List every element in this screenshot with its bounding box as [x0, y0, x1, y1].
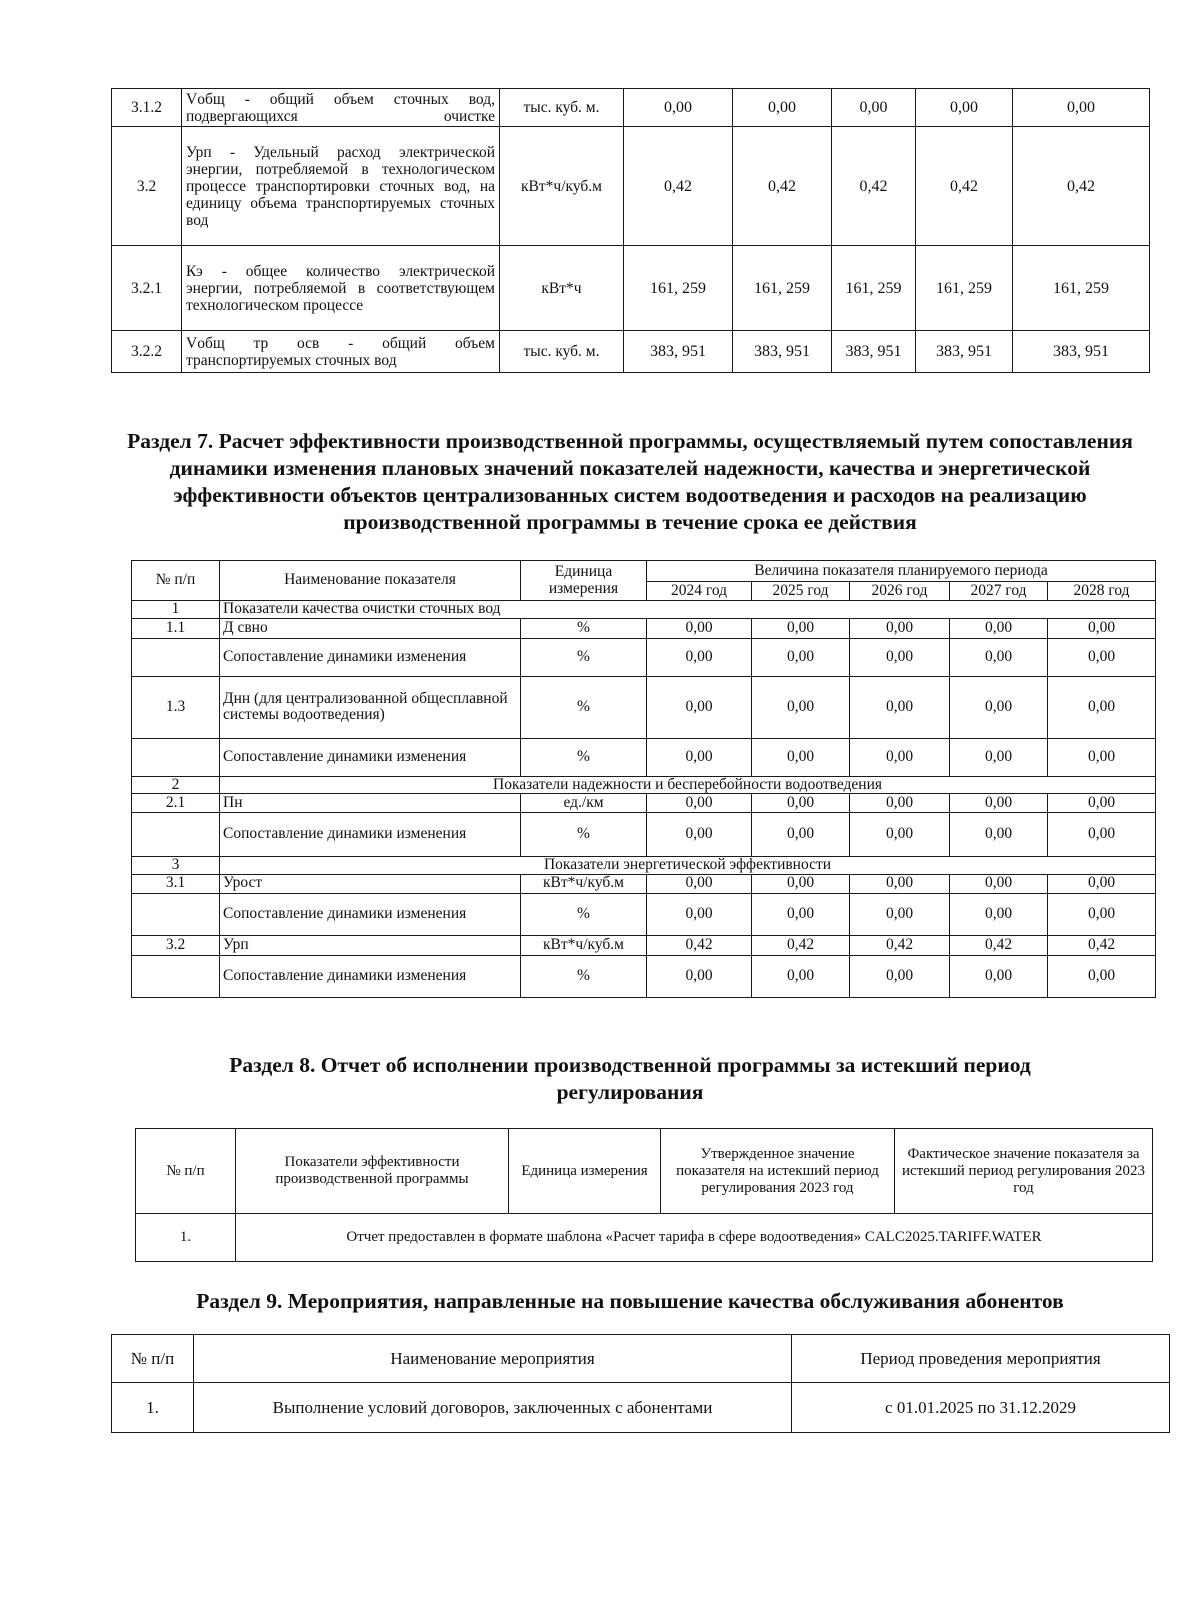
row-number	[132, 738, 220, 776]
indicator-name: Д свно	[220, 618, 521, 638]
group-row	[132, 857, 1156, 875]
header-unit: Единица измерения	[521, 561, 647, 601]
row-number: 1.	[136, 1214, 236, 1262]
indicator-name: Урп - Удельный расход электрической энергии, потребляемой в технологическом процессе транспортировки сточных вод, на единицу объема транспортируемых сточных вод	[182, 127, 500, 246]
value-cell: 0,42	[950, 935, 1048, 955]
header-name: Наименование показателя	[220, 561, 521, 601]
value-cell: 161, 259	[1013, 246, 1150, 331]
value-cell: 0,00	[624, 89, 733, 127]
measure-period: с 01.01.2025 по 31.12.2029	[792, 1383, 1170, 1433]
header-indicators: Показатели эффективности производственной программы	[236, 1129, 509, 1214]
value-cell: 0,42	[1048, 935, 1156, 955]
table-row	[132, 955, 1156, 997]
unit: кВт*ч/куб.м	[500, 127, 624, 246]
indicator-name: Кэ - общее количество электрической энергии, потребляемой в соответствующем технологическом процессе	[182, 246, 500, 331]
group-title: Показатели энергетической эффективности	[220, 857, 1156, 875]
header-actual: Фактическое значение показателя за истекший период регулирования 2023 год	[895, 1129, 1153, 1214]
row-number: 3.1.2	[112, 89, 182, 127]
value-cell: 0,00	[647, 618, 752, 638]
unit: ед./км	[521, 794, 647, 813]
table-row	[132, 794, 1156, 813]
value-cell: 383, 951	[733, 331, 832, 373]
service-measures-table	[111, 1334, 1170, 1433]
value-cell: 0,00	[850, 638, 950, 676]
indicator-name: Пн	[220, 794, 521, 813]
indicators-continuation-table	[111, 88, 1150, 373]
value-cell: 0,00	[1013, 89, 1150, 127]
value-cell: 0,00	[950, 676, 1048, 738]
unit: %	[521, 955, 647, 997]
section-9-title: Раздел 9. Мероприятия, направленные на повышение качества обслуживания абонентов	[196, 1289, 1064, 1313]
table-row	[132, 874, 1156, 893]
header-period: Величина показателя планируемого периода	[647, 561, 1156, 582]
value-cell: 0,00	[647, 738, 752, 776]
table-row	[132, 893, 1156, 935]
row-number: 3.2.2	[112, 331, 182, 373]
section-7-title: Раздел 7. Расчет эффективности производственной программы, осуществляемый путем сопоставления динамики изменения плановых значений показателей надежности, качества и энергетической эффективности объектов централизованных систем водоотведения и расходов на реализацию производственной программы в течение срока ее действия	[127, 429, 1133, 534]
unit: тыс. куб. м.	[500, 331, 624, 373]
group-row	[132, 776, 1156, 794]
value-cell: 161, 259	[832, 246, 916, 331]
execution-report-table	[135, 1128, 1153, 1262]
value-cell: 0,42	[647, 935, 752, 955]
value-cell: 0,00	[850, 955, 950, 997]
row-number	[132, 955, 220, 997]
value-cell: 0,00	[752, 738, 850, 776]
indicator-name: Сопоставление динамики изменения	[220, 738, 521, 776]
value-cell: 0,00	[832, 89, 916, 127]
value-cell: 0,00	[950, 738, 1048, 776]
row-number: 2.1	[132, 794, 220, 813]
value-cell: 383, 951	[832, 331, 916, 373]
value-cell: 0,00	[1048, 676, 1156, 738]
value-cell: 0,00	[752, 893, 850, 935]
value-cell: 383, 951	[624, 331, 733, 373]
value-cell: 0,00	[950, 955, 1048, 997]
value-cell: 0,00	[850, 893, 950, 935]
indicator-name: Урп	[220, 935, 521, 955]
group-title: Показатели качества очистки сточных вод	[220, 601, 1156, 619]
value-cell: 0,00	[752, 874, 850, 893]
table-row	[136, 1214, 1153, 1262]
header-approved: Утвержденное значение показателя на истекший период регулирования 2023 год	[661, 1129, 895, 1214]
table-row	[132, 738, 1156, 776]
value-cell: 0,00	[647, 794, 752, 813]
indicator-name: Сопоставление динамики изменения	[220, 893, 521, 935]
header-year: 2028 год	[1048, 582, 1156, 601]
unit: %	[521, 676, 647, 738]
table-row	[112, 246, 1150, 331]
indicator-name: Vобщ - общий объем сточных вод, подвергающихся очистке	[182, 89, 500, 127]
unit: тыс. куб. м.	[500, 89, 624, 127]
table-row	[132, 813, 1156, 857]
measure-name: Выполнение условий договоров, заключенных с абонентами	[194, 1383, 792, 1433]
table-row	[132, 676, 1156, 738]
group-number: 1	[132, 601, 220, 619]
table-row	[112, 1383, 1170, 1433]
value-cell: 0,42	[624, 127, 733, 246]
row-number: 3.2	[112, 127, 182, 246]
row-number: 1.1	[132, 618, 220, 638]
indicator-name: Vобщ тр осв - общий объем транспортируемых сточных вод	[182, 331, 500, 373]
value-cell: 0,42	[752, 935, 850, 955]
value-cell: 383, 951	[1013, 331, 1150, 373]
unit: %	[521, 893, 647, 935]
header-num: № п/п	[136, 1129, 236, 1214]
header-row	[112, 1335, 1170, 1383]
value-cell: 0,00	[950, 618, 1048, 638]
row-number: 1.	[112, 1383, 194, 1433]
value-cell: 0,00	[647, 813, 752, 857]
row-number: 3.1	[132, 874, 220, 893]
group-title: Показатели надежности и бесперебойности водоотведения	[220, 776, 1156, 794]
value-cell: 0,00	[752, 618, 850, 638]
header-num: № п/п	[132, 561, 220, 601]
value-cell: 0,42	[916, 127, 1013, 246]
unit: %	[521, 813, 647, 857]
header-year: 2026 год	[850, 582, 950, 601]
unit: %	[521, 738, 647, 776]
indicator-name: Днн (для централизованной общесплавной системы водоотведения)	[220, 676, 521, 738]
value-cell: 0,00	[1048, 794, 1156, 813]
report-text: Отчет предоставлен в формате шаблона «Расчет тарифа в сфере водоотведения» CALC2025.TARIFF.WATER	[236, 1214, 1153, 1262]
unit: кВт*ч	[500, 246, 624, 331]
unit: %	[521, 638, 647, 676]
value-cell: 383, 951	[916, 331, 1013, 373]
header-num: № п/п	[112, 1335, 194, 1383]
group-row	[132, 601, 1156, 619]
value-cell: 0,00	[850, 738, 950, 776]
row-number: 3.2.1	[112, 246, 182, 331]
indicator-name: Сопоставление динамики изменения	[220, 638, 521, 676]
row-number: 3.2	[132, 935, 220, 955]
efficiency-calculation-table	[131, 560, 1156, 998]
value-cell: 0,00	[647, 676, 752, 738]
value-cell: 0,00	[1048, 813, 1156, 857]
value-cell: 0,00	[950, 874, 1048, 893]
value-cell: 0,00	[647, 955, 752, 997]
group-number: 2	[132, 776, 220, 794]
value-cell: 0,00	[1048, 638, 1156, 676]
value-cell: 0,00	[850, 676, 950, 738]
value-cell: 0,00	[1048, 618, 1156, 638]
value-cell: 0,00	[647, 638, 752, 676]
value-cell: 0,00	[1048, 874, 1156, 893]
table-row	[132, 638, 1156, 676]
value-cell: 0,00	[752, 638, 850, 676]
value-cell: 0,00	[950, 794, 1048, 813]
value-cell: 0,42	[733, 127, 832, 246]
header-period: Период проведения мероприятия	[792, 1335, 1170, 1383]
row-number	[132, 813, 220, 857]
unit: кВт*ч/куб.м	[521, 935, 647, 955]
value-cell: 0,00	[950, 638, 1048, 676]
header-row	[132, 561, 1156, 582]
header-year: 2025 год	[752, 582, 850, 601]
value-cell: 0,00	[850, 874, 950, 893]
header-year: 2027 год	[950, 582, 1048, 601]
section-8-title: Раздел 8. Отчет об исполнении производственной программы за истекший период регулирования	[229, 1053, 1031, 1104]
table-row	[112, 89, 1150, 127]
value-cell: 0,00	[752, 794, 850, 813]
value-cell: 0,00	[647, 874, 752, 893]
value-cell: 161, 259	[916, 246, 1013, 331]
row-number	[132, 638, 220, 676]
value-cell: 0,00	[752, 676, 850, 738]
value-cell: 161, 259	[624, 246, 733, 331]
header-unit: Единица измерения	[509, 1129, 661, 1214]
value-cell: 0,00	[1048, 893, 1156, 935]
value-cell: 0,00	[1048, 738, 1156, 776]
unit: %	[521, 618, 647, 638]
value-cell: 0,42	[850, 935, 950, 955]
indicator-name: Урост	[220, 874, 521, 893]
group-number: 3	[132, 857, 220, 875]
table-row	[112, 127, 1150, 246]
value-cell: 0,00	[1048, 955, 1156, 997]
header-row	[136, 1129, 1153, 1214]
value-cell: 0,00	[647, 893, 752, 935]
value-cell: 0,00	[752, 955, 850, 997]
header-name: Наименование мероприятия	[194, 1335, 792, 1383]
value-cell: 0,00	[916, 89, 1013, 127]
value-cell: 0,00	[850, 813, 950, 857]
value-cell: 0,00	[752, 813, 850, 857]
value-cell: 0,00	[950, 893, 1048, 935]
table-row	[132, 935, 1156, 955]
value-cell: 0,00	[950, 813, 1048, 857]
indicator-name: Сопоставление динамики изменения	[220, 955, 521, 997]
indicator-name: Сопоставление динамики изменения	[220, 813, 521, 857]
row-number: 1.3	[132, 676, 220, 738]
header-year: 2024 год	[647, 582, 752, 601]
value-cell: 0,00	[733, 89, 832, 127]
row-number	[132, 893, 220, 935]
value-cell: 0,42	[1013, 127, 1150, 246]
value-cell: 161, 259	[733, 246, 832, 331]
table-row	[132, 618, 1156, 638]
value-cell: 0,00	[850, 794, 950, 813]
value-cell: 0,00	[850, 618, 950, 638]
value-cell: 0,42	[832, 127, 916, 246]
unit: кВт*ч/куб.м	[521, 874, 647, 893]
table-row	[112, 331, 1150, 373]
